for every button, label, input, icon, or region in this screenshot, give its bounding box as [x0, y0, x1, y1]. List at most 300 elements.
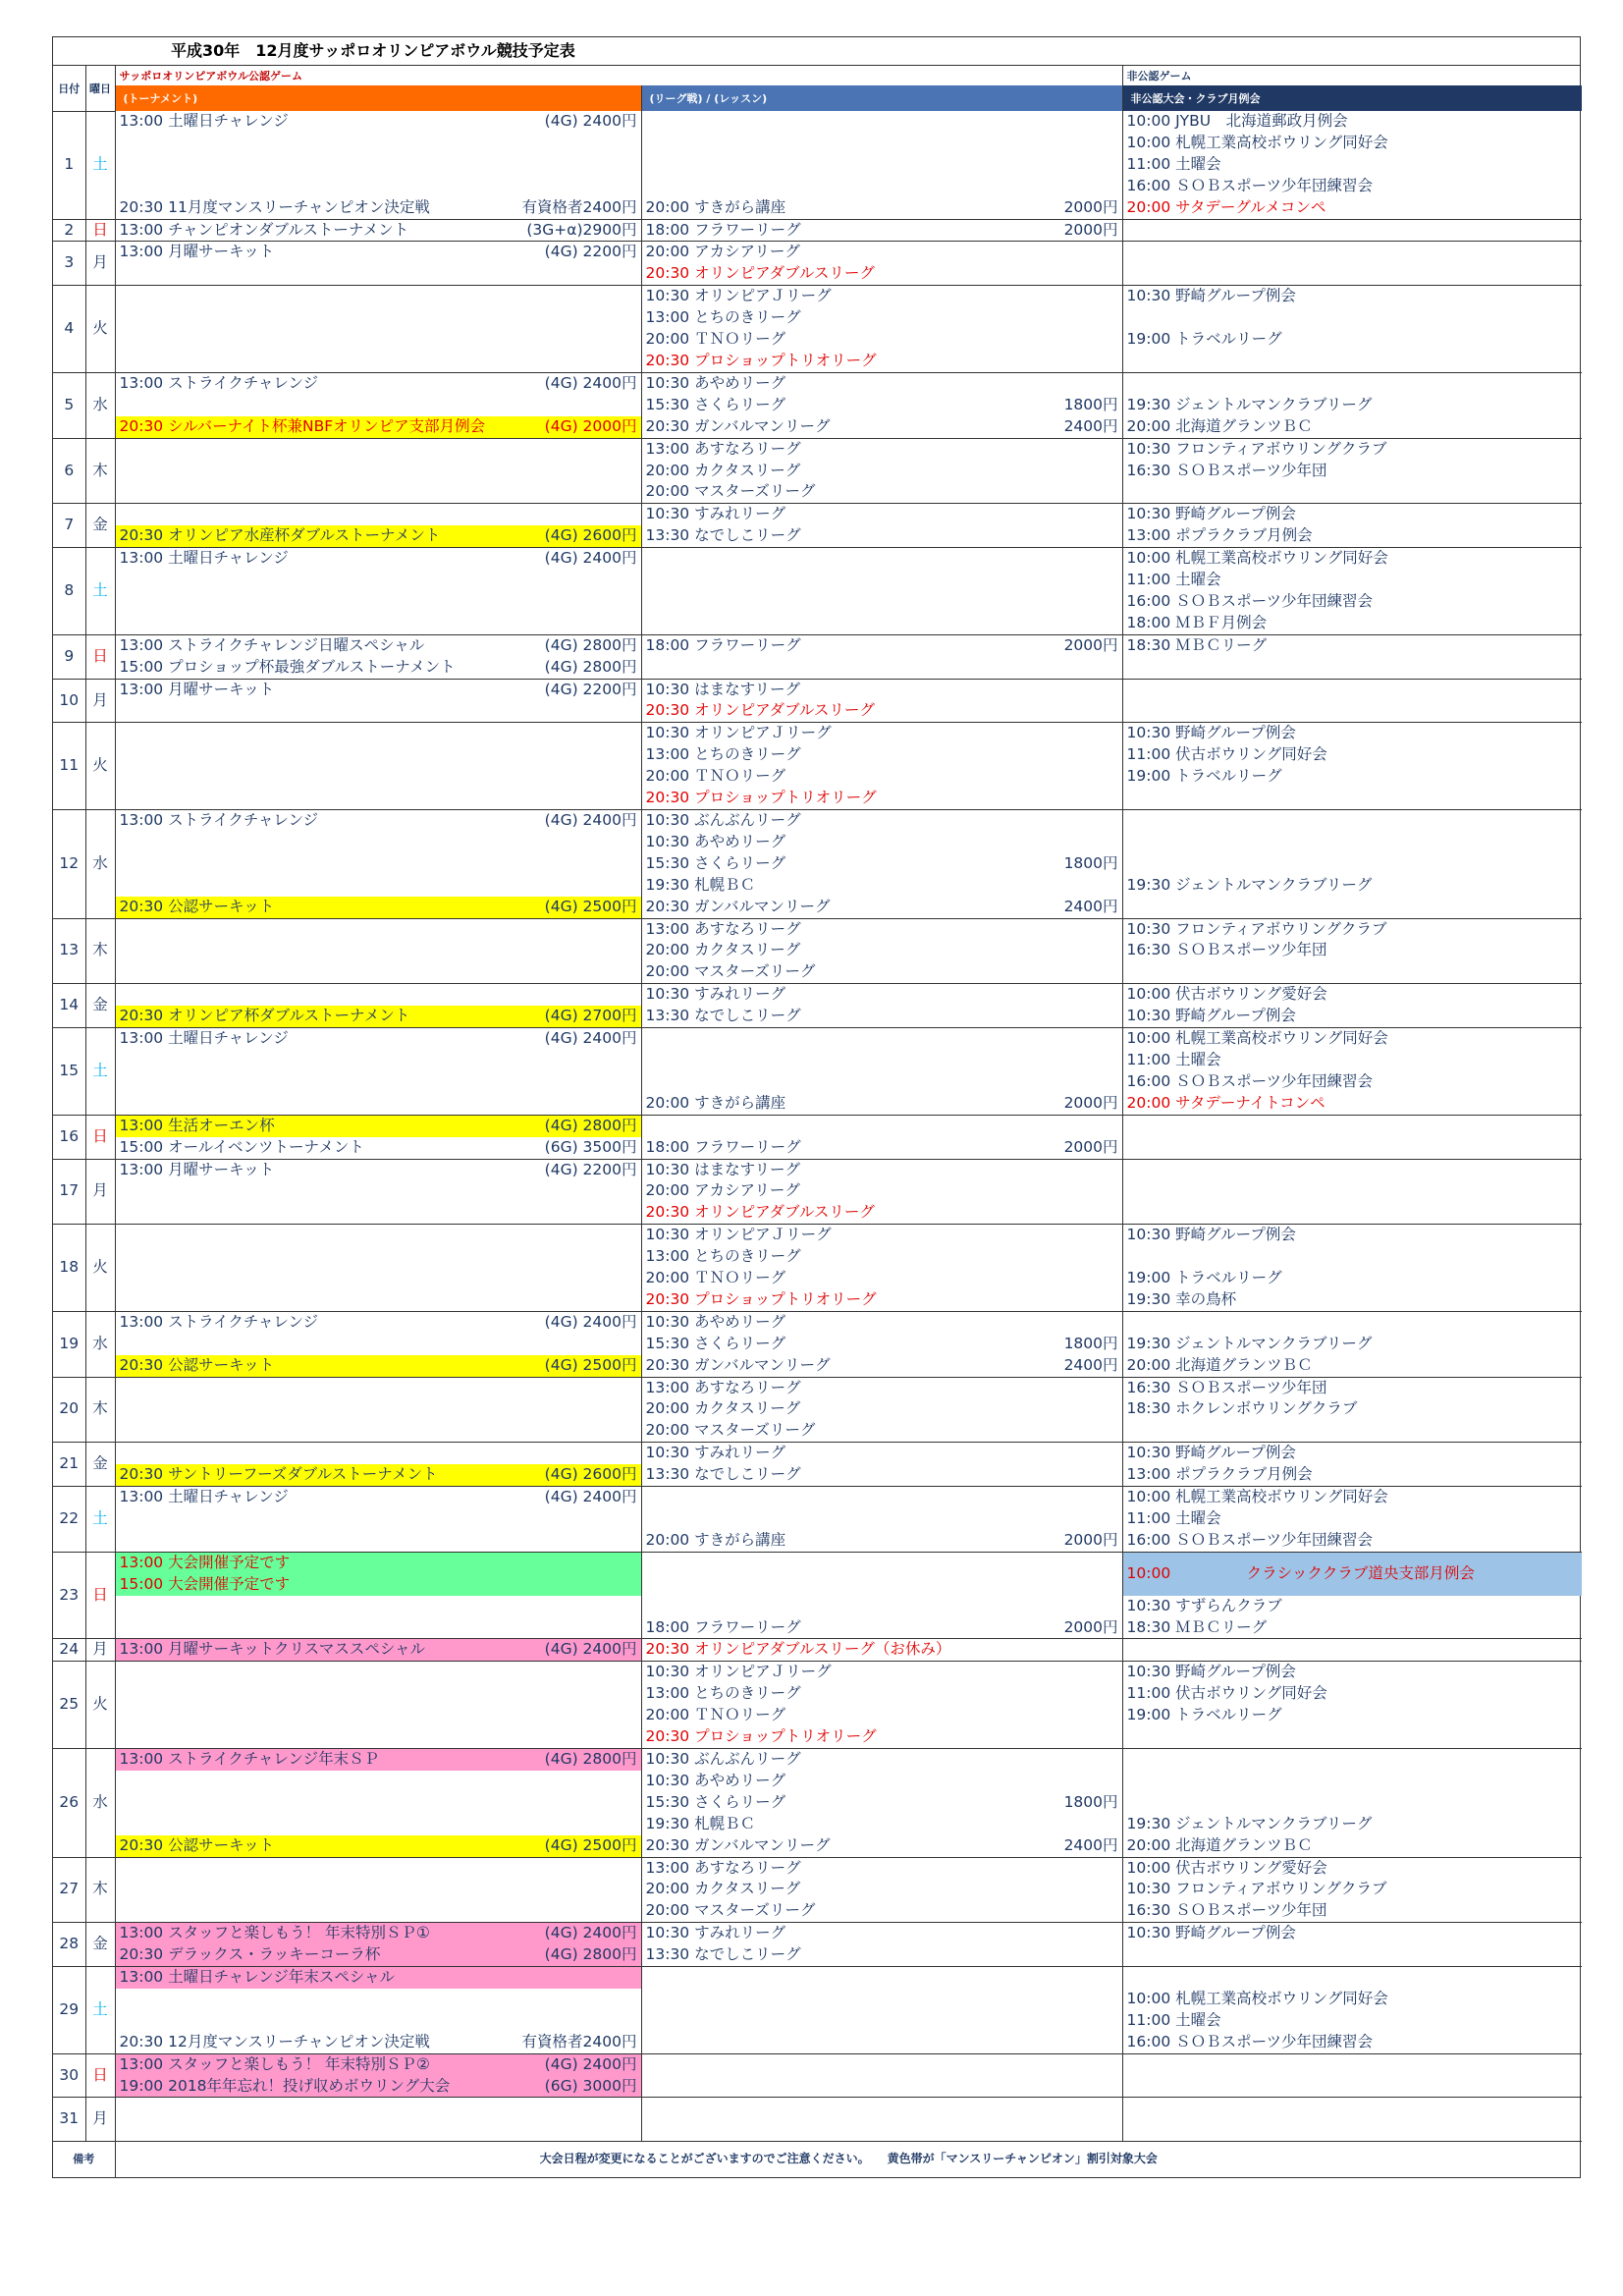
event-name: 10:30 あやめリーグ	[645, 373, 786, 392]
event-name: 20:00 すきがら講座	[645, 197, 786, 216]
schedule-row	[53, 918, 1582, 940]
tournament-cell	[115, 286, 641, 307]
footer-note: 大会日程が変更になることがございますのでご注意ください。 黄色帯が「マンスリーチャンピオン」割引対象大会	[115, 2142, 1582, 2178]
unofficial-cell	[1122, 1028, 1582, 1050]
tournament-cell	[115, 154, 641, 176]
tournament-cell	[115, 1225, 641, 1246]
unofficial-cell	[1122, 1006, 1582, 1027]
schedule-row	[53, 2076, 1582, 2098]
event-name: 13:00 土曜日チャレンジ	[119, 112, 289, 130]
league-cell	[641, 875, 1122, 897]
event-name: 20:30 オリンピアダブルスリーグ	[645, 1203, 875, 1222]
event-fee: (4G) 2400円	[544, 811, 637, 829]
unofficial-cell	[1122, 263, 1582, 285]
schedule-row	[53, 984, 1582, 1006]
event-name: 13:30 なでしこリーグ	[645, 526, 801, 545]
event-fee: (4G) 2400円	[544, 2054, 637, 2073]
schedule-row	[53, 1552, 1582, 1573]
tournament-cell	[115, 1071, 641, 1093]
date-cell: 25	[53, 1662, 85, 1749]
tournament-cell	[115, 832, 641, 853]
tournament-cell	[115, 481, 641, 503]
event-name: 16:30 ＳＯＢスポーツ少年団	[1126, 1378, 1327, 1396]
league-cell	[641, 810, 1122, 832]
league-cell	[641, 853, 1122, 875]
league-cell	[641, 591, 1122, 613]
unofficial-cell	[1122, 1771, 1582, 1792]
date-cell: 7	[53, 504, 85, 548]
event-name: 18:00 フラワーリーグ	[645, 1617, 801, 1636]
schedule-row	[53, 1398, 1582, 1420]
event-fee: (4G) 2400円	[544, 1488, 637, 1506]
unofficial-cell	[1122, 1289, 1582, 1311]
event-name: 20:00 マスターズリーグ	[645, 1901, 816, 1920]
tournament-cell	[115, 788, 641, 809]
event-name: 20:00 カクタスリーグ	[645, 941, 801, 959]
weekday-cell: 木	[85, 1857, 115, 1923]
tournament-cell	[115, 591, 641, 613]
event-fee: (4G) 2800円	[544, 635, 637, 654]
event-fee: (4G) 2400円	[544, 373, 637, 392]
tournament-cell	[115, 1028, 641, 1050]
unofficial-column-header: 非公認大会・クラブ月例会	[1122, 85, 1582, 111]
league-cell	[641, 1989, 1122, 2010]
schedule-row	[53, 1159, 1582, 1180]
schedule-row	[53, 1487, 1582, 1508]
event-name: 18:30 ＭＢＣリーグ	[1126, 635, 1268, 654]
tournament-cell	[115, 176, 641, 197]
event-name: 13:00 とちのきリーグ	[645, 1247, 801, 1266]
event-name: 20:30 ガンバルマンリーグ	[645, 897, 831, 915]
tournament-cell	[115, 1508, 641, 1530]
event-name: 20:00 マスターズリーグ	[645, 962, 816, 981]
unofficial-cell	[1122, 1967, 1582, 1989]
schedule-row	[53, 525, 1582, 547]
event-name: 13:00 月曜サーキット	[119, 1160, 275, 1178]
league-cell	[641, 1967, 1122, 1989]
event-name: 10:00 伏古ボウリング愛好会	[1126, 1858, 1327, 1877]
event-fee: (4G) 2800円	[544, 657, 637, 676]
event-fee: 2400円	[1063, 1355, 1118, 1374]
tournament-cell	[115, 723, 641, 744]
schedule-frame	[52, 36, 1581, 2178]
tournament-cell	[115, 1835, 641, 1857]
weekday-cell: 木	[85, 438, 115, 504]
schedule-row	[53, 1662, 1582, 1683]
weekday-cell: 金	[85, 1443, 115, 1487]
unofficial-cell	[1122, 1225, 1582, 1246]
date-cell: 15	[53, 1028, 85, 1116]
schedule-row	[53, 504, 1582, 525]
date-cell: 31	[53, 2098, 85, 2142]
tournament-cell	[115, 1617, 641, 1639]
unofficial-cell	[1122, 634, 1582, 656]
event-name: 16:30 ＳＯＢスポーツ少年団	[1126, 941, 1327, 959]
unofficial-cell	[1122, 133, 1582, 154]
date-cell: 27	[53, 1857, 85, 1923]
tournament-cell	[115, 461, 641, 482]
tournament-cell	[115, 1726, 641, 1748]
league-cell	[641, 1268, 1122, 1289]
event-name: 13:00 スタッフと楽しもう！ 年末特別ＳＰ①	[119, 1924, 430, 1942]
tournament-cell	[115, 1334, 641, 1355]
event-name: 10:30 すみれリーグ	[645, 505, 786, 523]
schedule-row	[53, 1137, 1582, 1159]
tournament-cell	[115, 351, 641, 372]
event-name: 20:00 ＴＮＯリーグ	[645, 1269, 786, 1287]
tournament-cell	[115, 1900, 641, 1922]
event-fee: (6G) 3500円	[544, 1137, 637, 1156]
event-name: 18:00 フラワーリーグ	[645, 220, 801, 239]
event-fee: 2000円	[1063, 1137, 1118, 1156]
league-cell	[641, 570, 1122, 591]
date-cell: 5	[53, 372, 85, 438]
schedule-row	[53, 679, 1582, 700]
unofficial-cell	[1122, 1530, 1582, 1552]
schedule-row	[53, 154, 1582, 176]
event-name: 10:30 はまなすリーグ	[645, 1160, 800, 1178]
event-fee: 1800円	[1063, 853, 1118, 872]
date-cell: 14	[53, 984, 85, 1028]
event-name: 16:00 ＳＯＢスポーツ少年団練習会	[1126, 176, 1373, 194]
schedule-row	[53, 766, 1582, 788]
event-name: 11:00 土曜会	[1126, 154, 1221, 173]
event-name: 10:30 すみれリーグ	[645, 985, 786, 1004]
weekday-cell: 月	[85, 1639, 115, 1662]
event-name: 11:00 土曜会	[1126, 1509, 1221, 1527]
unofficial-cell	[1122, 307, 1582, 329]
weekday-cell: 日	[85, 219, 115, 242]
event-name: 13:00 土曜日チャレンジ	[119, 1029, 289, 1048]
tournament-cell	[115, 307, 641, 329]
unofficial-cell	[1122, 1726, 1582, 1748]
league-cell	[641, 918, 1122, 940]
league-cell	[641, 897, 1122, 918]
schedule-row	[53, 219, 1582, 242]
event-name: 10:00 クラシッククラブ道央支部月例会	[1126, 1563, 1475, 1582]
tournament-cell	[115, 1006, 641, 1027]
league-cell	[641, 481, 1122, 503]
event-name: 20:00 アカシアリーグ	[645, 1181, 800, 1200]
schedule-row	[53, 1246, 1582, 1268]
schedule-row	[53, 481, 1582, 503]
league-column-header: (リーグ戦) / (レッスン)	[641, 85, 1122, 111]
weekday-cell: 土	[85, 1967, 115, 2054]
weekday-cell: 木	[85, 918, 115, 984]
unofficial-cell	[1122, 1552, 1582, 1595]
league-cell	[641, 461, 1122, 482]
tournament-cell	[115, 1662, 641, 1683]
unofficial-cell	[1122, 832, 1582, 853]
schedule-row	[53, 1268, 1582, 1289]
event-name: 10:00 札幌工業高校ボウリング同好会	[1126, 549, 1388, 568]
tournament-cell	[115, 679, 641, 700]
league-cell	[641, 197, 1122, 219]
unofficial-cell	[1122, 1050, 1582, 1071]
event-name: 19:00 トラベルリーグ	[1126, 1706, 1282, 1724]
unofficial-cell	[1122, 961, 1582, 983]
event-name: 11:00 伏古ボウリング同好会	[1126, 1684, 1327, 1703]
tournament-cell	[115, 2076, 641, 2098]
tournament-cell	[115, 1268, 641, 1289]
tournament-cell	[115, 1289, 641, 1311]
event-name: 10:30 野崎グループ例会	[1126, 1663, 1296, 1681]
unofficial-cell	[1122, 1137, 1582, 1159]
event-name: 11:00 土曜会	[1126, 571, 1221, 589]
unofficial-cell	[1122, 438, 1582, 460]
event-name: 20:00 北海道グランツＢＣ	[1126, 1835, 1313, 1854]
event-name: 16:00 ＳＯＢスポーツ少年団練習会	[1126, 1071, 1373, 1090]
tournament-cell	[115, 395, 641, 416]
weekday-cell: 土	[85, 111, 115, 219]
tournament-cell	[115, 1420, 641, 1442]
schedule-row	[53, 242, 1582, 263]
unofficial-cell	[1122, 1334, 1582, 1355]
official-group-header: サッポロオリンピアボウル公認ゲーム	[115, 66, 1122, 85]
unofficial-cell	[1122, 1639, 1582, 1662]
event-name: 10:30 野崎グループ例会	[1126, 1444, 1296, 1462]
event-name: 10:00 札幌工業高校ボウリング同好会	[1126, 133, 1388, 151]
schedule-row	[53, 461, 1582, 482]
league-cell	[641, 1202, 1122, 1224]
event-name: 20:00 北海道グランツＢＣ	[1126, 1355, 1313, 1374]
date-cell: 6	[53, 438, 85, 504]
event-fee: (4G) 2500円	[544, 1835, 637, 1854]
event-fee: 1800円	[1063, 1792, 1118, 1811]
league-cell	[641, 1093, 1122, 1115]
event-name: 10:30 はまなすリーグ	[645, 680, 800, 698]
schedule-row	[53, 1900, 1582, 1922]
schedule-row	[53, 1202, 1582, 1224]
unofficial-cell	[1122, 372, 1582, 394]
event-name: 20:30 オリンピアダブルスリーグ	[645, 701, 875, 720]
event-fee: (6G) 3000円	[544, 2076, 637, 2095]
event-name: 13:00 あすなろリーグ	[645, 919, 801, 938]
league-cell	[641, 961, 1122, 983]
weekday-cell: 日	[85, 2053, 115, 2098]
event-name: 20:00 ＴＮＯリーグ	[645, 767, 786, 786]
weekday-cell: 金	[85, 1923, 115, 1967]
league-cell	[641, 372, 1122, 394]
schedule-row	[53, 570, 1582, 591]
unofficial-cell	[1122, 940, 1582, 961]
unofficial-cell	[1122, 242, 1582, 263]
league-cell	[641, 1246, 1122, 1268]
weekday-cell: 金	[85, 504, 115, 548]
schedule-row	[53, 1748, 1582, 1770]
tournament-cell	[115, 700, 641, 722]
league-cell	[641, 548, 1122, 570]
tournament-cell	[115, 1748, 641, 1770]
weekday-cell: 火	[85, 286, 115, 373]
event-name: 10:30 あやめリーグ	[645, 832, 786, 850]
event-name: 10:00 札幌工業高校ボウリング同好会	[1126, 1488, 1388, 1506]
event-name: 10:30 フロンティアボウリングクラブ	[1126, 1880, 1387, 1898]
event-name: 13:00 月曜サーキット	[119, 680, 275, 698]
schedule-row	[53, 591, 1582, 613]
footer-label: 備考	[53, 2142, 115, 2178]
league-cell	[641, 1879, 1122, 1900]
schedule-row	[53, 1443, 1582, 1464]
event-name: 10:30 あやめリーグ	[645, 1312, 786, 1331]
event-name: 10:30 あやめリーグ	[645, 1771, 786, 1789]
event-fee: 2000円	[1063, 635, 1118, 654]
tournament-cell	[115, 2053, 641, 2075]
event-fee: 2400円	[1063, 416, 1118, 435]
unofficial-cell	[1122, 351, 1582, 372]
tournament-cell	[115, 875, 641, 897]
schedule-row	[53, 263, 1582, 285]
unofficial-cell	[1122, 1246, 1582, 1268]
league-cell	[641, 766, 1122, 788]
event-name: 20:30 11月度マンスリーチャンピオン決定戦	[119, 197, 430, 216]
schedule-row	[53, 1028, 1582, 1050]
unofficial-cell	[1122, 853, 1582, 875]
event-name: 15:30 さくらリーグ	[645, 1792, 786, 1811]
schedule-row	[53, 2010, 1582, 2032]
event-name: 10:30 すみれリーグ	[645, 1444, 786, 1462]
schedule-row	[53, 657, 1582, 679]
schedule-row	[53, 372, 1582, 394]
schedule-row	[53, 133, 1582, 154]
event-name: 10:30 ぶんぶんリーグ	[645, 811, 801, 829]
event-fee: (4G) 2400円	[544, 1924, 637, 1942]
schedule-row	[53, 1771, 1582, 1792]
weekday-header: 曜日	[85, 66, 115, 111]
league-cell	[641, 1443, 1122, 1464]
event-fee: (4G) 2200円	[544, 1160, 637, 1178]
event-name: 20:00 カクタスリーグ	[645, 1880, 801, 1898]
schedule-row	[53, 875, 1582, 897]
event-name: 20:30 公認サーキット	[119, 897, 275, 915]
league-cell	[641, 525, 1122, 547]
unofficial-cell	[1122, 416, 1582, 438]
date-cell: 29	[53, 1967, 85, 2054]
tournament-cell	[115, 2032, 641, 2053]
schedule-row	[53, 788, 1582, 809]
event-name: 18:30 ＭＢＣリーグ	[1126, 1617, 1268, 1636]
tournament-cell	[115, 1093, 641, 1115]
event-fee: 2000円	[1063, 1530, 1118, 1549]
event-fee: 2400円	[1063, 897, 1118, 915]
league-cell	[641, 154, 1122, 176]
date-cell: 21	[53, 1443, 85, 1487]
unofficial-cell	[1122, 111, 1582, 133]
league-cell	[641, 744, 1122, 766]
event-fee: 2000円	[1063, 1093, 1118, 1112]
event-name: 13:00 ストライクチャレンジ年末ＳＰ	[119, 1749, 380, 1768]
unofficial-cell	[1122, 154, 1582, 176]
schedule-row	[53, 1639, 1582, 1662]
schedule-row	[53, 810, 1582, 832]
league-cell	[641, 940, 1122, 961]
event-name: 20:30 ガンバルマンリーグ	[645, 416, 831, 435]
league-cell	[641, 395, 1122, 416]
event-name: 13:00 ポプラクラブ月例会	[1126, 526, 1313, 545]
league-cell	[641, 1225, 1122, 1246]
event-name: 20:30 ガンバルマンリーグ	[645, 1835, 831, 1854]
schedule-row	[53, 1530, 1582, 1552]
date-cell: 2	[53, 219, 85, 242]
event-name: 16:00 ＳＯＢスポーツ少年団練習会	[1126, 591, 1373, 610]
event-name: 20:30 公認サーキット	[119, 1355, 275, 1374]
event-name: 13:30 なでしこリーグ	[645, 1945, 801, 1964]
league-cell	[641, 1028, 1122, 1050]
schedule-row	[53, 1705, 1582, 1726]
date-cell: 3	[53, 242, 85, 286]
league-cell	[641, 1726, 1122, 1748]
schedule-row	[53, 307, 1582, 329]
event-name: 13:00 ストライクチャレンジ日曜スペシャル	[119, 635, 425, 654]
tournament-cell	[115, 1443, 641, 1464]
league-cell	[641, 1115, 1122, 1136]
event-name: 13:00 ポプラクラブ月例会	[1126, 1465, 1313, 1484]
weekday-cell: 木	[85, 1377, 115, 1443]
tournament-cell	[115, 242, 641, 263]
event-name: 19:30 札幌ＢＣ	[645, 1814, 756, 1832]
date-cell: 24	[53, 1639, 85, 1662]
event-name: 20:30 プロショップトリオリーグ	[645, 351, 877, 369]
schedule-row	[53, 634, 1582, 656]
league-cell	[641, 1617, 1122, 1639]
event-name: 13:00 土曜日チャレンジ	[119, 1488, 289, 1506]
event-name: 20:00 マスターズリーグ	[645, 482, 816, 501]
event-name: 20:30 12月度マンスリーチャンピオン決定戦	[119, 2032, 430, 2050]
unofficial-cell	[1122, 1159, 1582, 1180]
event-name: 15:00 大会開催予定です	[119, 1574, 291, 1593]
event-name: 13:00 月曜サーキット	[119, 243, 275, 261]
league-cell	[641, 133, 1122, 154]
tournament-cell	[115, 2098, 641, 2119]
event-fee: 1800円	[1063, 395, 1118, 413]
league-cell	[641, 1771, 1122, 1792]
schedule-row	[53, 1967, 1582, 1989]
league-cell	[641, 1683, 1122, 1705]
unofficial-cell	[1122, 1180, 1582, 1202]
unofficial-cell	[1122, 1814, 1582, 1835]
event-fee: (4G) 2000円	[544, 416, 637, 435]
event-name: 11:00 土曜会	[1126, 2010, 1221, 2029]
date-cell: 10	[53, 679, 85, 723]
schedule-row	[53, 416, 1582, 438]
event-fee: (4G) 2400円	[544, 112, 637, 130]
event-name: 10:30 オリンピアＪリーグ	[645, 287, 832, 305]
event-name: 20:30 オリンピア水産杯ダブルストーナメント	[119, 526, 441, 545]
league-cell	[641, 176, 1122, 197]
schedule-row	[53, 1617, 1582, 1639]
unofficial-cell	[1122, 766, 1582, 788]
unofficial-cell	[1122, 1857, 1582, 1879]
unofficial-cell	[1122, 1355, 1582, 1377]
date-cell: 8	[53, 548, 85, 635]
schedule-row	[53, 1355, 1582, 1377]
tournament-cell	[115, 940, 641, 961]
weekday-cell: 水	[85, 810, 115, 919]
date-cell: 18	[53, 1225, 85, 1312]
unofficial-cell	[1122, 1900, 1582, 1922]
tournament-cell	[115, 1596, 641, 1617]
weekday-cell: 水	[85, 372, 115, 438]
weekday-cell: 日	[85, 634, 115, 679]
event-fee: (4G) 2600円	[544, 526, 637, 545]
league-cell	[641, 1180, 1122, 1202]
date-cell: 17	[53, 1159, 85, 1225]
event-name: 20:30 公認サーキット	[119, 1835, 275, 1854]
unofficial-cell	[1122, 1443, 1582, 1464]
tournament-cell	[115, 1771, 641, 1792]
event-name: 10:30 野崎グループ例会	[1126, 1226, 1296, 1244]
league-cell	[641, 1006, 1122, 1027]
